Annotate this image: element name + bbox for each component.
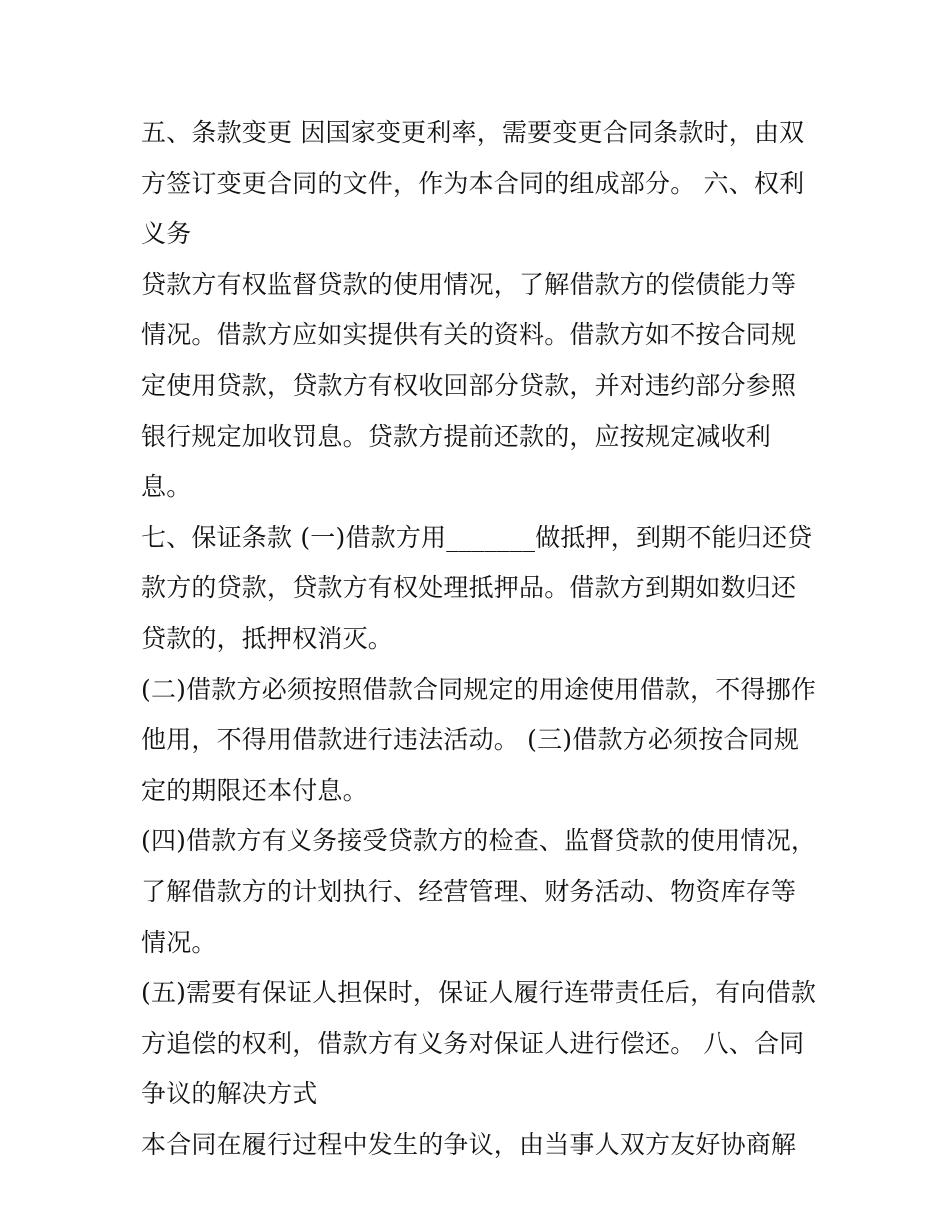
- paragraph-rights-obligations: 贷款方有权监督贷款的使用情况，了解借款方的偿债能力等情况。借款方应如实提供有关的资料。借款方如不按合同规定使用贷款，贷款方有权收回部分贷款，并对违约部分参照银行规定加收罚息。贷款方提前还款的，应按规定减收利息。: [141, 269, 797, 502]
- paragraph-clause-5-6: 五、条款变更 因国家变更利率，需要变更合同条款时，由双方签订变更合同的文件，作为本合同的组成部分。 六、权利义务: [141, 118, 805, 249]
- paragraph-guarantee-clause-5: (五)需要有保证人担保时，保证人履行连带责任后，有向借款方追偿的权利，借款方有义务对保证人进行偿还。 八、合同争议的解决方式: [141, 978, 817, 1109]
- paragraph-guarantee-clause-4: (四)借款方有义务接受贷款方的检查、监督贷款的使用情况，了解借款方的计划执行、经营管理、财务活动、物资库存等情况。: [141, 826, 817, 957]
- contract-text-body: [141, 108, 821, 1170]
- paragraph-guarantee-clause-1: 七、保证条款 (一)借款方用_______做抵押，到期不能归还贷款方的贷款，贷款方有权处理抵押品。借款方到期如数归还贷款的，抵押权消灭。: [141, 522, 813, 653]
- paragraph-guarantee-clause-2-3: (二)借款方必须按照借款合同规定的用途使用借款，不得挪作他用，不得用借款进行违法活动。 (三)借款方必须按合同规定的期限还本付息。: [141, 674, 817, 805]
- paragraph-dispute-resolution: 本合同在履行过程中发生的争议，由当事人双方友好协商解: [141, 1129, 797, 1159]
